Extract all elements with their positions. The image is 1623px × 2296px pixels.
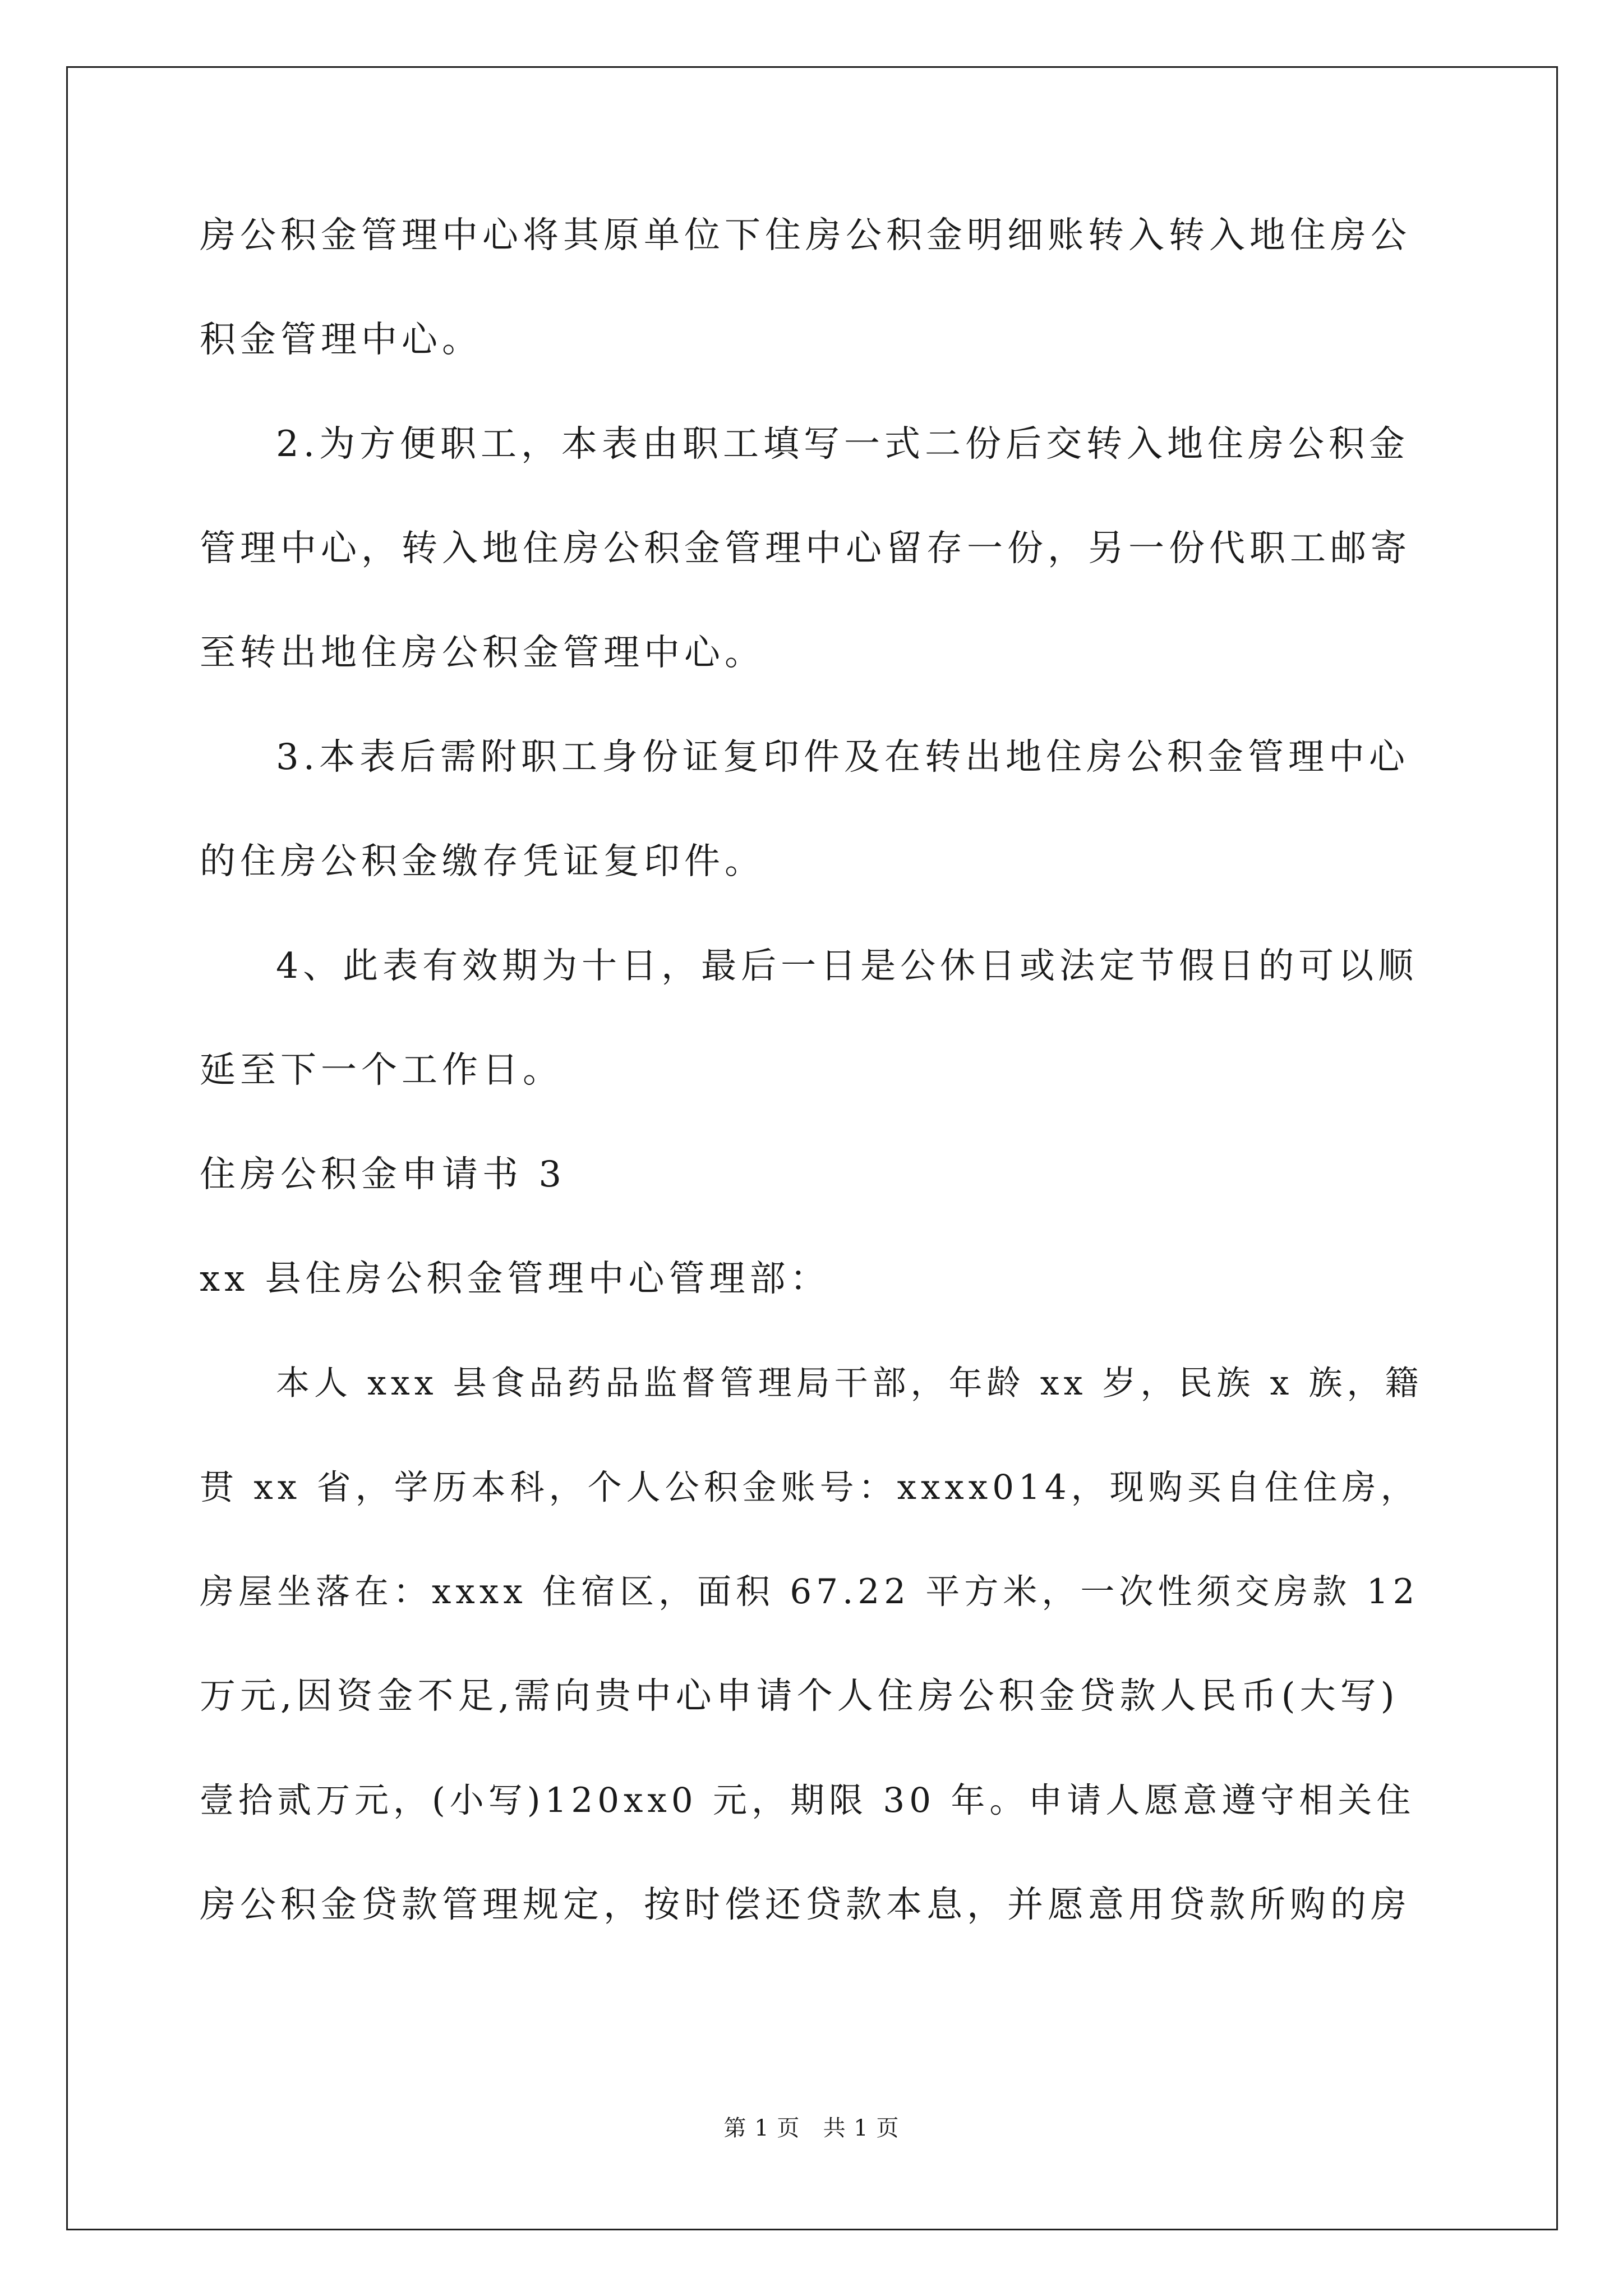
- body-line: 积金管理中心。: [200, 319, 482, 361]
- body-line: 的住房公积金缴存凭证复印件。: [200, 841, 765, 882]
- body-line: 壹拾贰万元，(小写)120xx0 元，期限 30 年。申请人愿意遵守相关住: [200, 1780, 1415, 1820]
- salutation: xx 县住房公积金管理中心管理部：: [200, 1258, 831, 1300]
- body-line: 贯 xx 省，学历本科，个人公积金账号：xxxx014，现购买自住住房，: [200, 1467, 1419, 1507]
- body-line: 管理中心，转入地住房公积金管理中心留存一份，另一份代职工邮寄: [200, 528, 1411, 569]
- numbered-note-3: 3.本表后需附职工身份证复印件及在转出地住房公积金管理中心: [276, 737, 1410, 778]
- section-title: 住房公积金申请书 3: [200, 1154, 566, 1195]
- page-number-footer: 第 1 页 共 1 页: [723, 2115, 900, 2141]
- body-line: 房公积金贷款管理规定，按时偿还贷款本息，并愿意用贷款所购的房: [200, 1884, 1411, 1926]
- body-line: 至转出地住房公积金管理中心。: [200, 632, 765, 674]
- application-paragraph: 本人 xxx 县食品药品监督管理局干部，年龄 xx 岁，民族 x 族，籍: [276, 1364, 1423, 1403]
- body-line: 房屋坐落在：xxxx 住宿区，面积 67.22 平方米，一次性须交房款 12: [200, 1572, 1419, 1612]
- body-line: 延至下一个工作日。: [200, 1050, 563, 1091]
- body-line: 房公积金管理中心将其原单位下住房公积金明细账转入转入地住房公: [200, 215, 1411, 256]
- numbered-note-2: 2.为方便职工，本表由职工填写一式二份后交转入地住房公积金: [276, 424, 1410, 465]
- numbered-note-4: 4、此表有效期为十日，最后一日是公休日或法定节假日的可以顺: [276, 945, 1418, 986]
- body-line: 万元,因资金不足,需向贵中心申请个人住房公积金贷款人民币(大写): [200, 1676, 1399, 1717]
